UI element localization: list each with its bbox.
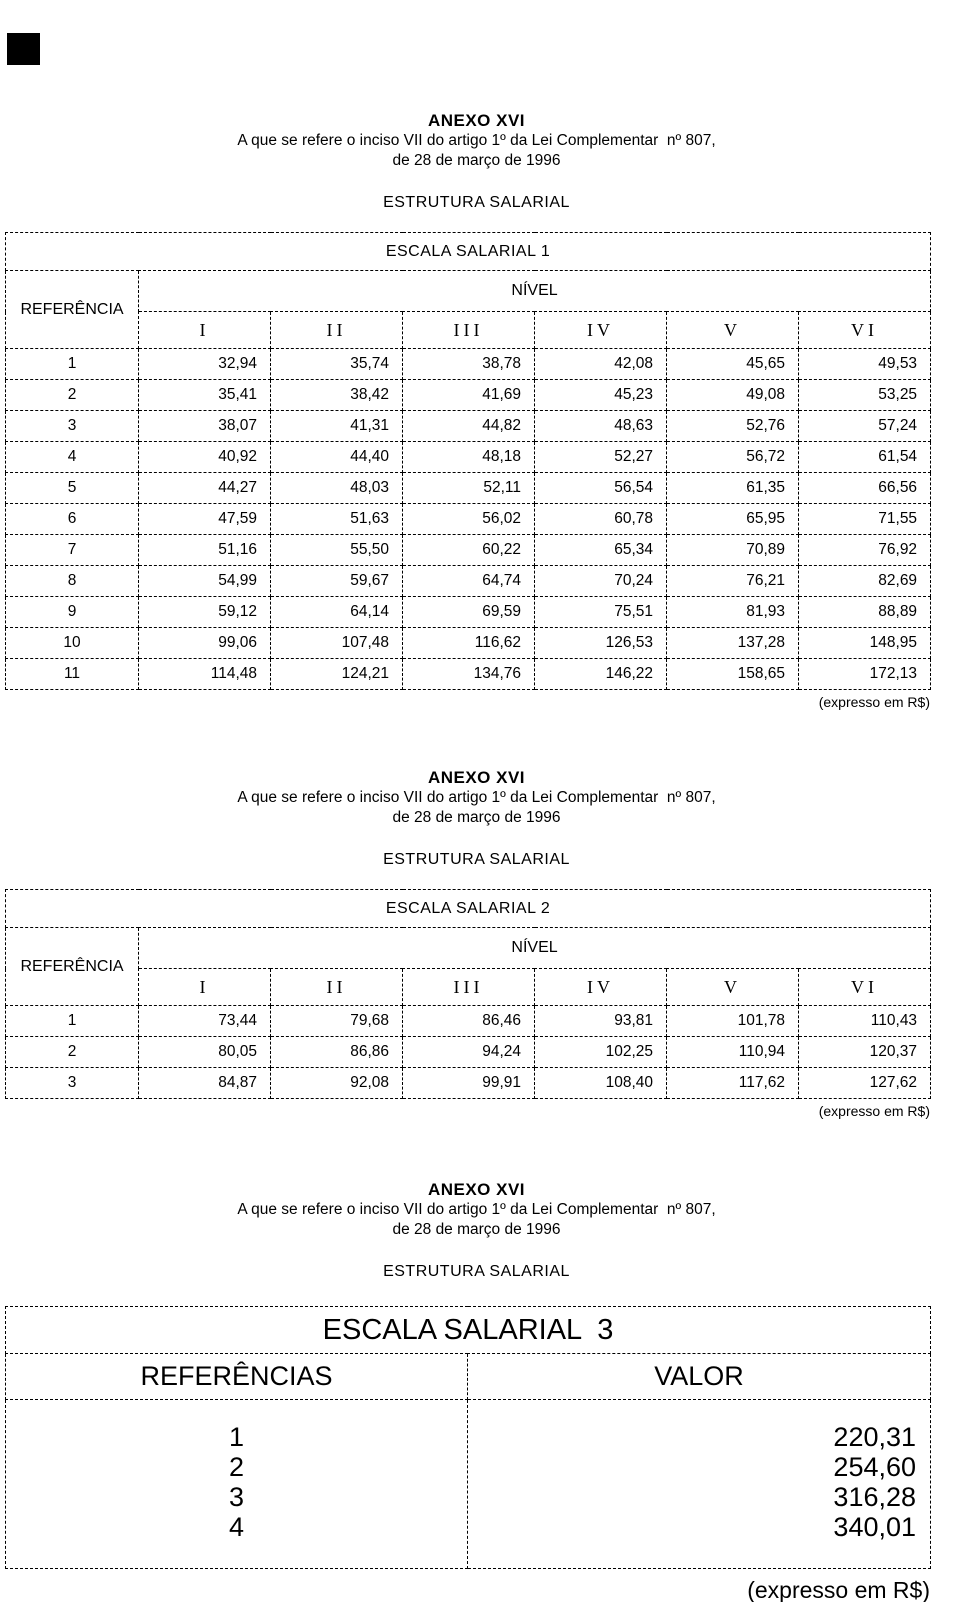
table-row (6, 1068, 931, 1099)
anexo-title: ANEXO XVI (427, 1180, 526, 1199)
anexo-subtitle-line2: de 28 de março de 1996 (392, 1221, 561, 1238)
value-cell: 99,91 (403, 1068, 535, 1099)
reference-cell: 1 (6, 349, 139, 380)
value-cell: 73,44 (139, 1006, 271, 1037)
reference-cell: 3 (228, 1482, 245, 1512)
value-cell: 49,53 (799, 349, 931, 380)
value-cell: 60,22 (403, 535, 535, 566)
value-cell: 60,78 (535, 504, 667, 535)
value-cell: 42,08 (535, 349, 667, 380)
anexo-subtitle-line1: A que se refere o inciso VII do artigo 1º da Lei Complementar nº 807, (237, 789, 716, 806)
value-cell: 148,95 (799, 628, 931, 659)
section-header-1 (0, 0, 953, 212)
reference-cell: 2 (228, 1452, 245, 1482)
table-row (6, 1006, 931, 1037)
value-cell: 84,87 (139, 1068, 271, 1099)
value-cell: 70,24 (535, 566, 667, 597)
table-row (6, 504, 931, 535)
anexo-subtitle-line2: de 28 de março de 1996 (392, 809, 561, 826)
value-cell: 54,99 (139, 566, 271, 597)
value-cell: 48,63 (535, 411, 667, 442)
value-cell: 64,14 (271, 597, 403, 628)
value-cell: 48,03 (271, 473, 403, 504)
scale-3-references-cell (6, 1400, 468, 1569)
value-cell: 66,56 (799, 473, 931, 504)
table-title: ESCALA SALARIAL 1 (6, 233, 931, 271)
scale-1-body (6, 349, 931, 690)
value-cell: 57,24 (799, 411, 931, 442)
level-header: I (139, 312, 271, 349)
value-cell: 49,08 (667, 380, 799, 411)
value-cell: 38,78 (403, 349, 535, 380)
value-cell: 127,62 (799, 1068, 931, 1099)
table-row (6, 411, 931, 442)
value-cell: 52,27 (535, 442, 667, 473)
reference-cell: 8 (6, 566, 139, 597)
value-cell: 172,13 (799, 659, 931, 690)
value-cell: 92,08 (271, 1068, 403, 1099)
value-cell: 108,40 (535, 1068, 667, 1099)
value-cell: 56,02 (403, 504, 535, 535)
table-row (6, 380, 931, 411)
table-row (6, 1037, 931, 1068)
reference-cell: 5 (6, 473, 139, 504)
value-cell: 126,53 (535, 628, 667, 659)
value-cell: 99,06 (139, 628, 271, 659)
reference-cell: 3 (6, 1068, 139, 1099)
reference-cell: 3 (6, 411, 139, 442)
table-title: ESCALA SALARIAL 2 (6, 890, 931, 928)
table-row (6, 659, 931, 690)
reference-cell: 7 (6, 535, 139, 566)
value-cell: 44,27 (139, 473, 271, 504)
level-header: V (667, 312, 799, 349)
scale-1-table (5, 232, 931, 690)
reference-column-header: REFERÊNCIA (6, 271, 139, 349)
value-cell: 70,89 (667, 535, 799, 566)
value-cell: 110,94 (667, 1037, 799, 1068)
level-header: IV (535, 312, 667, 349)
value-cell: 102,25 (535, 1037, 667, 1068)
section-header-2 (0, 767, 953, 869)
value-cell: 116,62 (403, 628, 535, 659)
value-cell: 51,16 (139, 535, 271, 566)
reference-cell: 10 (6, 628, 139, 659)
nivel-group-header: NÍVEL (139, 928, 931, 969)
table-row (6, 442, 931, 473)
value-cell: 107,48 (271, 628, 403, 659)
table-row (6, 628, 931, 659)
value-cell: 35,41 (139, 380, 271, 411)
scan-artifact-mark (7, 33, 40, 65)
section-header-3 (0, 1179, 953, 1281)
value-cell: 86,46 (403, 1006, 535, 1037)
value-cell: 44,82 (403, 411, 535, 442)
value-cell: 340,01 (833, 1512, 917, 1542)
level-header: II (271, 312, 403, 349)
scale-2-body (6, 1006, 931, 1099)
reference-cell: 1 (6, 1006, 139, 1037)
value-cell: 137,28 (667, 628, 799, 659)
value-cell: 38,42 (271, 380, 403, 411)
value-cell: 61,35 (667, 473, 799, 504)
value-cell: 65,95 (667, 504, 799, 535)
value-cell: 120,37 (799, 1037, 931, 1068)
value-cell: 88,89 (799, 597, 931, 628)
value-cell: 158,65 (667, 659, 799, 690)
value-cell: 41,31 (271, 411, 403, 442)
value-cell: 52,76 (667, 411, 799, 442)
value-cell: 110,43 (799, 1006, 931, 1037)
level-header: III (403, 969, 535, 1006)
value-cell: 124,21 (271, 659, 403, 690)
value-cell: 71,55 (799, 504, 931, 535)
currency-footnote: (expresso em R$) (818, 1103, 930, 1119)
scale-2-table (5, 889, 931, 1099)
reference-cell: 1 (228, 1422, 245, 1452)
level-header-row (6, 969, 931, 1006)
value-cell: 32,94 (139, 349, 271, 380)
value-cell: 44,40 (271, 442, 403, 473)
level-header: I (139, 969, 271, 1006)
value-cell: 79,68 (271, 1006, 403, 1037)
reference-cell: 2 (6, 1037, 139, 1068)
table-title: ESCALA SALARIAL 3 (6, 1307, 931, 1354)
value-cell: 114,48 (139, 659, 271, 690)
value-cell: 56,72 (667, 442, 799, 473)
value-cell: 81,93 (667, 597, 799, 628)
currency-footnote: (expresso em R$) (818, 694, 930, 710)
level-header-row (6, 312, 931, 349)
anexo-subtitle-line1: A que se refere o inciso VII do artigo 1º da Lei Complementar nº 807, (237, 1201, 716, 1218)
value-cell: 69,59 (403, 597, 535, 628)
value-cell: 76,92 (799, 535, 931, 566)
reference-cell: 2 (6, 380, 139, 411)
value-cell: 38,07 (139, 411, 271, 442)
value-cell: 316,28 (833, 1482, 917, 1512)
value-cell: 56,54 (535, 473, 667, 504)
table-row (6, 597, 931, 628)
value-cell: 48,18 (403, 442, 535, 473)
value-cell: 35,74 (271, 349, 403, 380)
value-cell: 51,63 (271, 504, 403, 535)
value-cell: 40,92 (139, 442, 271, 473)
level-header: VI (799, 969, 931, 1006)
reference-cell: 9 (6, 597, 139, 628)
level-header: II (271, 969, 403, 1006)
estrutura-salarial-label: ESTRUTURA SALARIAL (383, 194, 570, 211)
value-cell: 64,74 (403, 566, 535, 597)
value-cell: 47,59 (139, 504, 271, 535)
table-row (6, 535, 931, 566)
anexo-subtitle-line1: A que se refere o inciso VII do artigo 1º da Lei Complementar nº 807, (237, 132, 716, 149)
currency-footnote: (expresso em R$) (747, 1577, 930, 1602)
level-header: IV (535, 969, 667, 1006)
value-cell: 220,31 (833, 1422, 917, 1452)
reference-cell: 11 (6, 659, 139, 690)
value-cell: 45,65 (667, 349, 799, 380)
value-cell: 45,23 (535, 380, 667, 411)
value-cell: 146,22 (535, 659, 667, 690)
table-row (6, 473, 931, 504)
anexo-title: ANEXO XVI (427, 768, 526, 787)
nivel-group-header: NÍVEL (139, 271, 931, 312)
value-cell: 53,25 (799, 380, 931, 411)
value-cell: 80,05 (139, 1037, 271, 1068)
reference-cell: 6 (6, 504, 139, 535)
table-row (6, 566, 931, 597)
estrutura-salarial-label: ESTRUTURA SALARIAL (383, 851, 570, 868)
value-cell: 61,54 (799, 442, 931, 473)
valor-column-header: VALOR (468, 1354, 931, 1400)
estrutura-salarial-label: ESTRUTURA SALARIAL (383, 1263, 570, 1280)
reference-cell: 4 (228, 1512, 245, 1542)
anexo-subtitle-line2: de 28 de março de 1996 (392, 152, 561, 169)
reference-column-header: REFERÊNCIA (6, 928, 139, 1006)
value-cell: 55,50 (271, 535, 403, 566)
references-column-header: REFERÊNCIAS (6, 1354, 468, 1400)
value-cell: 254,60 (833, 1452, 917, 1482)
value-cell: 76,21 (667, 566, 799, 597)
anexo-title: ANEXO XVI (427, 111, 526, 130)
value-cell: 82,69 (799, 566, 931, 597)
value-cell: 65,34 (535, 535, 667, 566)
value-cell: 75,51 (535, 597, 667, 628)
value-cell: 52,11 (403, 473, 535, 504)
table-row (6, 349, 931, 380)
value-cell: 94,24 (403, 1037, 535, 1068)
level-header: III (403, 312, 535, 349)
value-cell: 101,78 (667, 1006, 799, 1037)
value-cell: 59,12 (139, 597, 271, 628)
value-cell: 93,81 (535, 1006, 667, 1037)
scale-3-values-cell (468, 1400, 931, 1569)
value-cell: 134,76 (403, 659, 535, 690)
value-cell: 117,62 (667, 1068, 799, 1099)
value-cell: 59,67 (271, 566, 403, 597)
level-header: V (667, 969, 799, 1006)
level-header: VI (799, 312, 931, 349)
value-cell: 41,69 (403, 380, 535, 411)
reference-cell: 4 (6, 442, 139, 473)
scale-3-table (5, 1306, 931, 1569)
value-cell: 86,86 (271, 1037, 403, 1068)
